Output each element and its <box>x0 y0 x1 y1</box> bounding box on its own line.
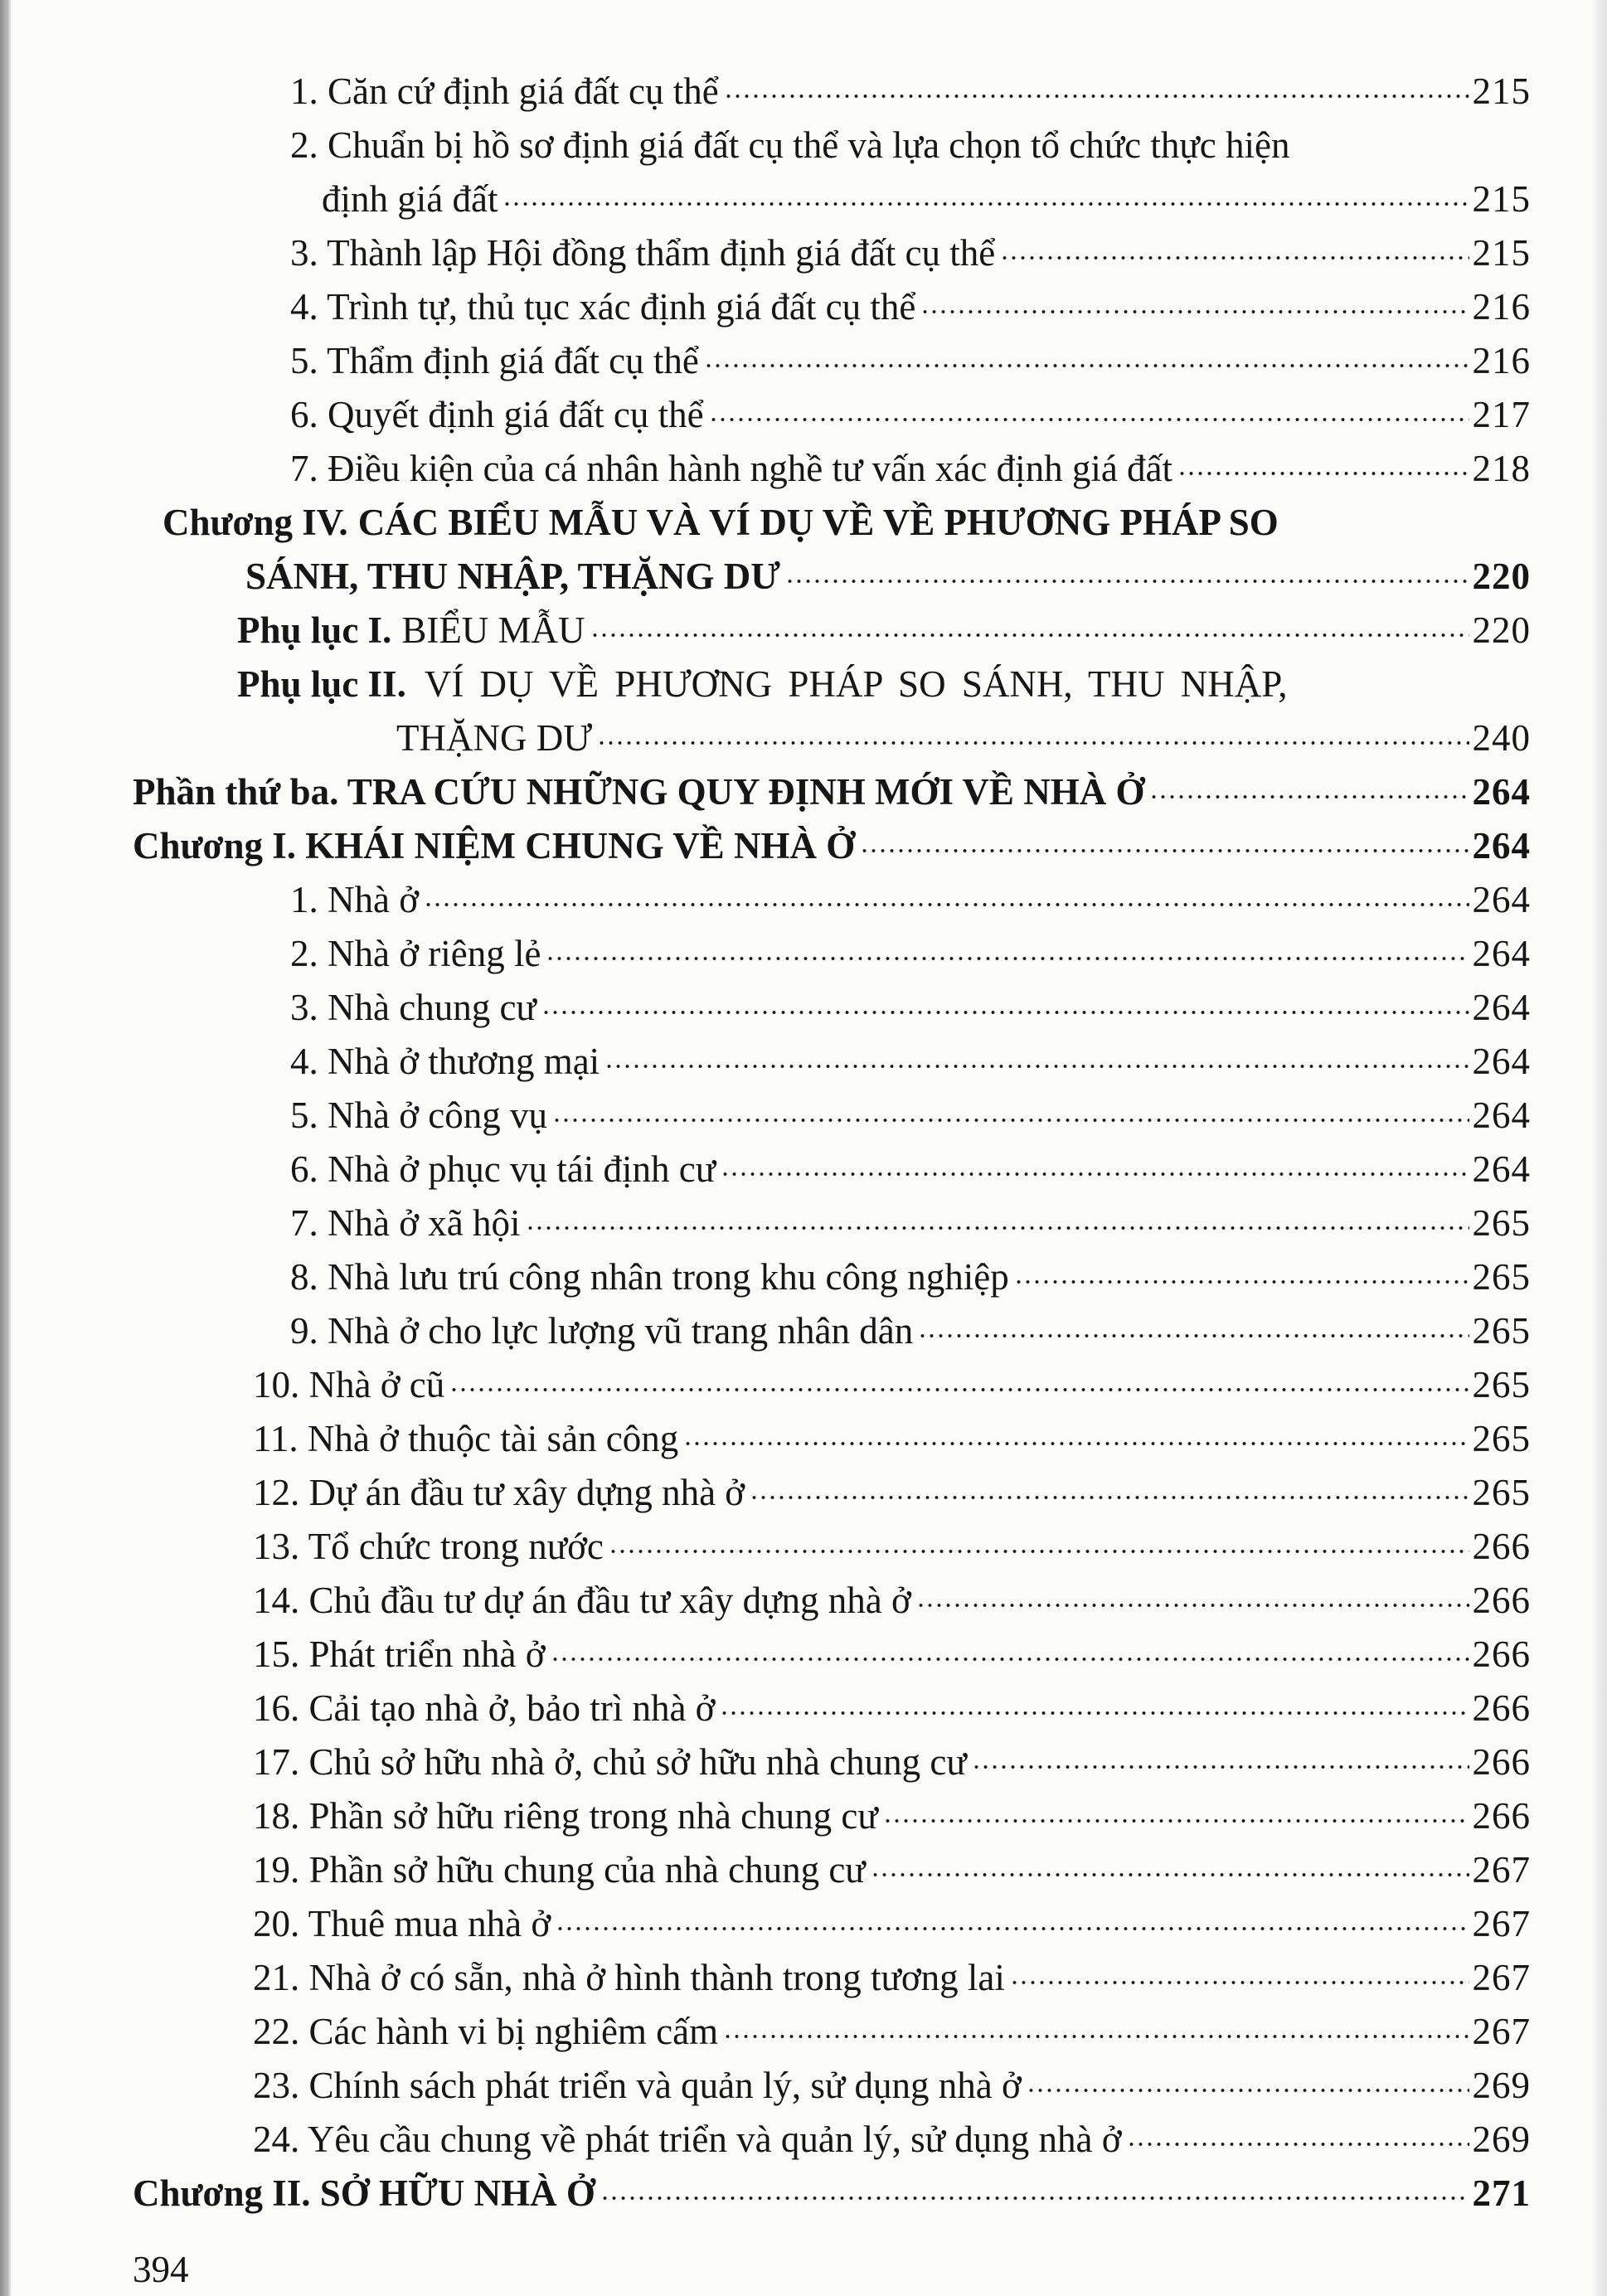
toc-entry-title: 1. Nhà ở <box>290 879 420 920</box>
dot-leader <box>920 284 1469 321</box>
chapter-title: Chương I. KHÁI NIỆM CHUNG VỀ NHÀ Ở <box>133 825 856 866</box>
toc-entry-page: 271 <box>1472 2172 1531 2214</box>
page-number: 394 <box>133 2249 189 2290</box>
toc-entry-page: 264 <box>1472 879 1531 920</box>
dot-leader <box>723 2008 1469 2046</box>
toc-entry[interactable] <box>0 1412 1607 1466</box>
toc-chapter-heading[interactable] <box>0 2167 1607 2221</box>
dot-leader <box>590 607 1469 644</box>
chapter-title: Chương II. SỞ HỮU NHÀ Ở <box>133 2172 595 2214</box>
toc-entry-page: 267 <box>1472 1903 1531 1944</box>
chapter-i-item-list <box>0 873 1607 2167</box>
part-title: Phần thứ ba. TRA CỨU NHỮNG QUY ĐỊNH MỚI VỀ NHÀ Ở <box>133 771 1145 813</box>
toc-entry-title: 2. Chuẩn bị hồ sơ định giá đất cụ thể và lựa chọn tổ chức thực hiện <box>290 124 1290 166</box>
toc-entry[interactable] <box>0 1628 1607 1682</box>
toc-entry-page: 266 <box>1472 1687 1531 1729</box>
toc-entry[interactable] <box>0 1789 1607 1843</box>
toc-entry[interactable] <box>0 2005 1607 2059</box>
toc-entry-page: 269 <box>1472 2119 1531 2160</box>
dot-leader <box>1149 769 1469 806</box>
dot-leader <box>551 1631 1469 1668</box>
dot-leader <box>424 876 1469 914</box>
toc-entry-continuation[interactable] <box>0 172 1607 226</box>
dot-leader <box>750 1469 1469 1507</box>
toc-entry-page: 220 <box>1472 609 1531 651</box>
toc-entry-page: 265 <box>1472 1418 1531 1459</box>
dot-leader <box>1010 1954 1469 1992</box>
dot-leader <box>860 823 1469 860</box>
toc-entry-title: 24. Yêu cầu chung về phát triển và quản lý, sử dụng nhà ở <box>253 2119 1122 2160</box>
dot-leader <box>724 68 1469 105</box>
dot-leader <box>502 176 1469 213</box>
appendix-title: VÍ DỤ VỀ PHƯƠNG PHÁP SO SÁNH, THU NHẬP, <box>424 663 1288 705</box>
dot-leader <box>552 1092 1469 1129</box>
toc-entry-page: 267 <box>1472 1957 1531 1998</box>
toc-entry[interactable] <box>0 1682 1607 1735</box>
toc-entry[interactable] <box>0 1197 1607 1250</box>
table-of-contents <box>0 65 1607 2221</box>
toc-entry-page: 264 <box>1472 933 1531 974</box>
toc-entry-title: 2. Nhà ở riêng lẻ <box>290 933 541 974</box>
toc-entry[interactable] <box>0 1250 1607 1304</box>
chapter-label: Chương IV. <box>163 502 348 543</box>
toc-entry[interactable] <box>0 1358 1607 1412</box>
toc-entry-title: 4. Nhà ở thương mại <box>290 1041 600 1082</box>
chapter-title: CÁC BIỂU MẪU VÀ VÍ DỤ VỀ VỀ PHƯƠNG PHÁP SO <box>357 502 1279 543</box>
toc-entry-title: 6. Nhà ở phục vụ tái định cư <box>290 1148 716 1190</box>
toc-entry-page: 265 <box>1472 1202 1531 1244</box>
toc-entry-page: 217 <box>1472 394 1531 435</box>
toc-entry[interactable] <box>0 1843 1607 1897</box>
toc-entry-page: 267 <box>1472 2011 1531 2052</box>
toc-entry-page: 264 <box>1472 771 1531 813</box>
toc-entry-page: 269 <box>1472 2065 1531 2106</box>
toc-chapter-heading-continuation[interactable] <box>0 550 1607 604</box>
toc-entry-page: 215 <box>1472 70 1531 112</box>
toc-entry-title: 18. Phần sở hữu riêng trong nhà chung cư <box>253 1795 878 1837</box>
toc-entry-page: 265 <box>1472 1310 1531 1352</box>
toc-entry-page: 264 <box>1472 1095 1531 1136</box>
toc-entry-page: 215 <box>1472 178 1531 220</box>
toc-entry-page: 216 <box>1472 286 1531 328</box>
toc-entry-page: 265 <box>1472 1364 1531 1405</box>
dot-leader <box>546 930 1469 968</box>
toc-chapter-heading[interactable] <box>0 819 1607 873</box>
toc-entry-title: 12. Dự án đầu tư xây dựng nhà ở <box>253 1472 745 1513</box>
toc-entry[interactable] <box>0 226 1607 280</box>
toc-entry-title: 4. Trình tự, thủ tục xác định giá đất cụ thể <box>290 286 916 328</box>
toc-entry[interactable] <box>0 1951 1607 2005</box>
toc-entry-title: 10. Nhà ở cũ <box>253 1364 445 1405</box>
toc-entry[interactable] <box>0 1574 1607 1628</box>
toc-entry-title: 21. Nhà ở có sẵn, nhà ở hình thành trong tương lai <box>253 1957 1005 1998</box>
toc-entry-page: 240 <box>1472 717 1531 759</box>
toc-entry[interactable] <box>0 442 1607 496</box>
toc-entry[interactable] <box>0 334 1607 388</box>
toc-entry-page: 266 <box>1472 1580 1531 1621</box>
toc-entry-title: 22. Các hành vi bị nghiêm cấm <box>253 2011 719 2052</box>
toc-entry-title-cont: định giá đất <box>322 178 498 220</box>
toc-entry-page: 266 <box>1472 1795 1531 1837</box>
toc-entry-title: 5. Thẩm định giá đất cụ thể <box>290 340 699 381</box>
toc-entry[interactable] <box>0 1735 1607 1789</box>
toc-entry-title: 3. Nhà chung cư <box>290 987 536 1028</box>
toc-entry[interactable] <box>0 1897 1607 1951</box>
dot-leader <box>1027 2062 1469 2099</box>
dot-leader <box>597 715 1469 752</box>
toc-entry-page: 266 <box>1472 1526 1531 1567</box>
toc-appendix[interactable] <box>0 604 1607 658</box>
dot-leader <box>871 1847 1469 1884</box>
toc-entry-title: 1. Căn cứ định giá đất cụ thể <box>290 70 719 112</box>
toc-entry[interactable] <box>0 927 1607 981</box>
toc-entry-title: 19. Phần sở hữu chung của nhà chung cư <box>253 1849 866 1891</box>
toc-entry-page: 266 <box>1472 1633 1531 1675</box>
dot-leader <box>704 337 1469 375</box>
toc-entry-page: 216 <box>1472 340 1531 381</box>
toc-entry-title: 17. Chủ sở hữu nhà ở, chủ sở hữu nhà chung cư <box>253 1741 967 1783</box>
toc-entry-page: 266 <box>1472 1741 1531 1783</box>
toc-entry-page: 218 <box>1472 448 1531 489</box>
toc-entry-title: 9. Nhà ở cho lực lượng vũ trang nhân dân <box>290 1310 914 1352</box>
dot-leader <box>609 1523 1469 1561</box>
dot-leader <box>883 1793 1469 1830</box>
toc-entry-title: 7. Nhà ở xã hội <box>290 1202 521 1244</box>
toc-entry-page: 220 <box>1472 556 1531 597</box>
toc-entry-title: 5. Nhà ở công vụ <box>290 1095 547 1136</box>
toc-entry-title: 15. Phát triển nhà ở <box>253 1633 546 1675</box>
toc-entry-page: 264 <box>1472 825 1531 866</box>
toc-entry-title: 14. Chủ đầu tư dự án đầu tư xây dựng nhà ở <box>253 1580 911 1621</box>
toc-entry-title: 3. Thành lập Hội đồng thẩm định giá đất cụ thể <box>290 232 996 274</box>
toc-entry[interactable] <box>0 119 1607 172</box>
toc-entry-page: 267 <box>1472 1849 1531 1891</box>
dot-leader <box>1014 1254 1469 1291</box>
dot-leader <box>556 1900 1469 1938</box>
dot-leader <box>918 1308 1469 1345</box>
dot-leader <box>604 1038 1469 1075</box>
dot-leader <box>785 553 1469 590</box>
toc-entry-page: 265 <box>1472 1472 1531 1513</box>
toc-entry[interactable] <box>0 2113 1607 2167</box>
dot-leader <box>720 1685 1469 1722</box>
toc-entry-title: 16. Cải tạo nhà ở, bảo trì nhà ở <box>253 1687 716 1729</box>
appendix-title: BIỂU MẪU <box>401 609 585 651</box>
toc-entry[interactable] <box>0 1035 1607 1089</box>
appendix-title-cont: THẶNG DƯ <box>396 717 593 759</box>
dot-leader <box>683 1415 1469 1453</box>
toc-entry-title: 23. Chính sách phát triển và quản lý, sử dụng nhà ở <box>253 2065 1022 2106</box>
toc-entry[interactable] <box>0 2059 1607 2113</box>
toc-entry[interactable] <box>0 1143 1607 1197</box>
toc-chapter-heading[interactable] <box>0 496 1607 550</box>
toc-entry[interactable] <box>0 873 1607 927</box>
toc-entry[interactable] <box>0 1304 1607 1358</box>
toc-entry-page: 264 <box>1472 1148 1531 1190</box>
toc-entry-title: 11. Nhà ở thuộc tài sản công <box>253 1418 679 1459</box>
appendix-label: Phụ lục I. <box>237 609 392 651</box>
dot-leader <box>1000 230 1469 267</box>
appendix-label: Phụ lục II. <box>237 663 406 705</box>
toc-entry[interactable] <box>0 981 1607 1035</box>
toc-appendix-continuation[interactable] <box>0 711 1607 765</box>
toc-entry[interactable] <box>0 1089 1607 1143</box>
toc-entry[interactable] <box>0 1520 1607 1574</box>
dot-leader <box>541 984 1469 1022</box>
dot-leader <box>709 391 1469 429</box>
toc-part-heading[interactable] <box>0 765 1607 819</box>
toc-entry-title: 8. Nhà lưu trú công nhân trong khu công nghiệp <box>290 1256 1009 1298</box>
toc-entry[interactable] <box>0 65 1607 119</box>
dot-leader <box>721 1146 1469 1183</box>
toc-entry-page: 215 <box>1472 232 1531 274</box>
toc-entry-page: 264 <box>1472 987 1531 1028</box>
dot-leader <box>916 1577 1469 1614</box>
chapter-title-cont: SÁNH, THU NHẬP, THẶNG DƯ <box>245 556 781 597</box>
toc-entry-title: 13. Tổ chức trong nước <box>253 1526 604 1567</box>
dot-leader <box>449 1362 1469 1399</box>
toc-entry-page: 264 <box>1472 1041 1531 1082</box>
toc-entry[interactable] <box>0 388 1607 442</box>
dot-leader <box>1177 445 1469 483</box>
toc-entry-page: 265 <box>1472 1256 1531 1298</box>
toc-appendix[interactable] <box>0 658 1607 711</box>
toc-entry-title: 6. Quyết định giá đất cụ thể <box>290 394 704 435</box>
dot-leader <box>1127 2116 1469 2153</box>
toc-entry-title: 7. Điều kiện của cá nhân hành nghề tư vấn xác định giá đất <box>290 448 1173 489</box>
toc-entry-title: 20. Thuê mua nhà ở <box>253 1903 551 1944</box>
dot-leader <box>526 1200 1469 1237</box>
toc-entry[interactable] <box>0 1466 1607 1520</box>
dot-leader <box>600 2170 1469 2207</box>
dot-leader <box>972 1739 1469 1776</box>
toc-entry[interactable] <box>0 280 1607 334</box>
